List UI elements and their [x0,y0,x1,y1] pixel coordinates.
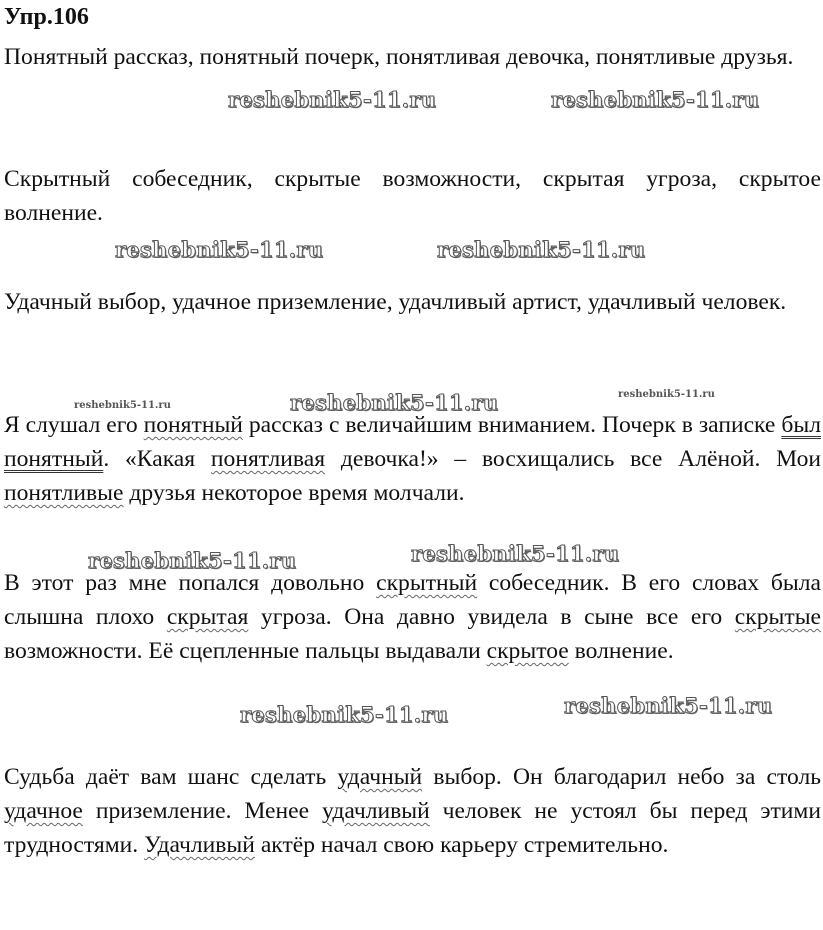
text-segment: угроза. Она давно увидела в сыне все его [248,604,735,630]
watermark: reshebnik5-11.ru [240,702,449,727]
watermark: reshebnik5-11.ru [437,237,646,262]
paragraph-1: Понятный рассказ, понятный почерк, понятливая девочка, понятливые друзья. [4,44,794,70]
text-segment: актёр начал свою карьеру стремительно. [254,832,669,858]
exercise-title: Упр.106 [4,4,89,30]
watermark: reshebnik5-11.ru [228,87,437,112]
paragraph-5 [4,566,821,668]
paragraph-2: Скрытный собеседник, скрытые возможности, скрытая угроза, скрытое волнение. [4,166,821,226]
text-segment: . «Какая [103,446,211,472]
underlined-word: скрытое [486,638,569,664]
paragraph-3: Удачный выбор, удачное приземление, удачливый артист, удачливый человек. [4,289,787,315]
underlined-word: понятливая [210,446,326,472]
watermark: reshebnik5-11.ru [564,693,773,718]
text-segment: возможности. Её сцепленные пальцы выдавали [4,638,487,664]
text-segment: человек не устоял бы перед этими трудностями. [4,798,821,858]
text-segment: собеседник. В его словах была слышна плохо [4,570,821,630]
text-segment: В этот раз мне попался довольно [4,570,377,596]
watermark: reshebnik5-11.ru [290,390,499,415]
underlined-word: понятливые [4,480,124,506]
underlined-word: удачный [337,764,423,790]
watermark: reshebnik5-11.ru [551,87,760,112]
underlined-word: скрытный [376,570,478,596]
underlined-word: скрытые [734,604,822,630]
text-segment: приземление. Менее [82,798,323,824]
text-segment: девочка!» – восхищались все Алёной. Мои [325,446,821,472]
watermark: reshebnik5-11.ru [74,400,171,411]
underlined-word: был понятный [4,412,821,472]
watermark: reshebnik5-11.ru [618,389,715,400]
underlined-word: Удачливый [144,832,255,858]
underlined-word: удачливый [322,798,430,824]
watermark: reshebnik5-11.ru [115,237,324,262]
text-segment: друзья некоторое время молчали. [123,480,465,506]
text-segment: выбор. Он благодарил небо за столь [422,764,821,790]
underlined-word: скрытая [166,604,249,630]
text-segment: Я слушал его [4,412,144,438]
watermark: reshebnik5-11.ru [88,548,297,573]
text-segment: волнение. [568,638,674,664]
underlined-word: понятный [143,412,243,438]
text-segment: Судьба даёт вам шанс сделать [4,764,338,790]
underlined-word: удачное [4,798,83,824]
paragraph-4 [4,408,821,510]
watermark: reshebnik5-11.ru [411,541,620,566]
paragraph-6 [4,760,821,862]
text-segment: рассказ с величайшим вниманием. Почерк в записке [242,412,782,438]
